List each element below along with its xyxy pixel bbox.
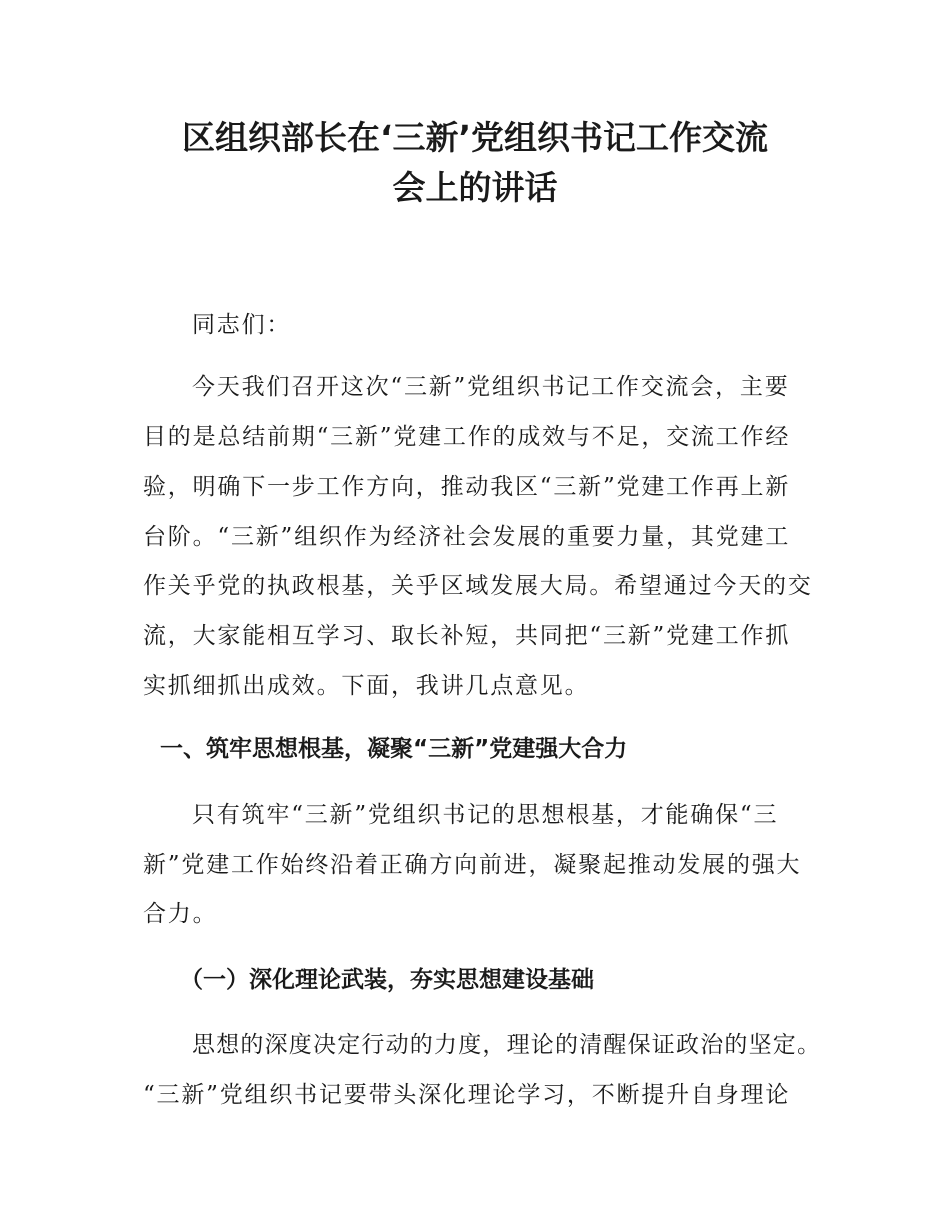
salutation: 同志们：: [192, 312, 292, 338]
section-heading: 一、筑牢思想根基，凝聚“三新”党建强大合力: [160, 736, 628, 762]
paragraph-line: 验，明确下一步工作方向，推动我区“三新”党建工作再上新: [143, 474, 791, 500]
paragraph-line: 实抓细抓出成效。下面，我讲几点意见。: [143, 673, 590, 699]
paragraph-line: “三新”党组织书记要带头深化理论学习，不断提升自身理论: [143, 1082, 791, 1108]
paragraph-line: 流，大家能相互学习、取长补短，共同把“三新”党建工作抓: [143, 623, 791, 649]
document-title-line-1: 区组织部长在‘三新’党组织书记工作交流: [181, 118, 769, 157]
paragraph-line: 台阶。“三新”组织作为经济社会发展的重要力量，其党建工: [143, 524, 791, 550]
document-title-line-2: 会上的讲话: [392, 168, 558, 207]
paragraph-line: 作关乎党的执政根基，关乎区域发展大局。希望通过今天的交: [143, 573, 813, 599]
paragraph-line: 目的是总结前期“三新”党建工作的成效与不足，交流工作经: [143, 424, 791, 450]
paragraph-line: 只有筑牢“三新”党组织书记的思想根基，才能确保“三: [192, 802, 779, 828]
paragraph-line: 今天我们召开这次“三新”党组织书记工作交流会，主要: [192, 374, 790, 400]
paragraph-line: 新”党建工作始终沿着正确方向前进，凝聚起推动发展的强大: [143, 852, 802, 878]
paragraph-line: 合力。: [143, 901, 218, 927]
subsection-heading: （一）深化理论武装，夯实思想建设基础: [180, 967, 594, 993]
paragraph-line: 思想的深度决定行动的力度，理论的清醒保证政治的坚定。: [192, 1032, 822, 1058]
